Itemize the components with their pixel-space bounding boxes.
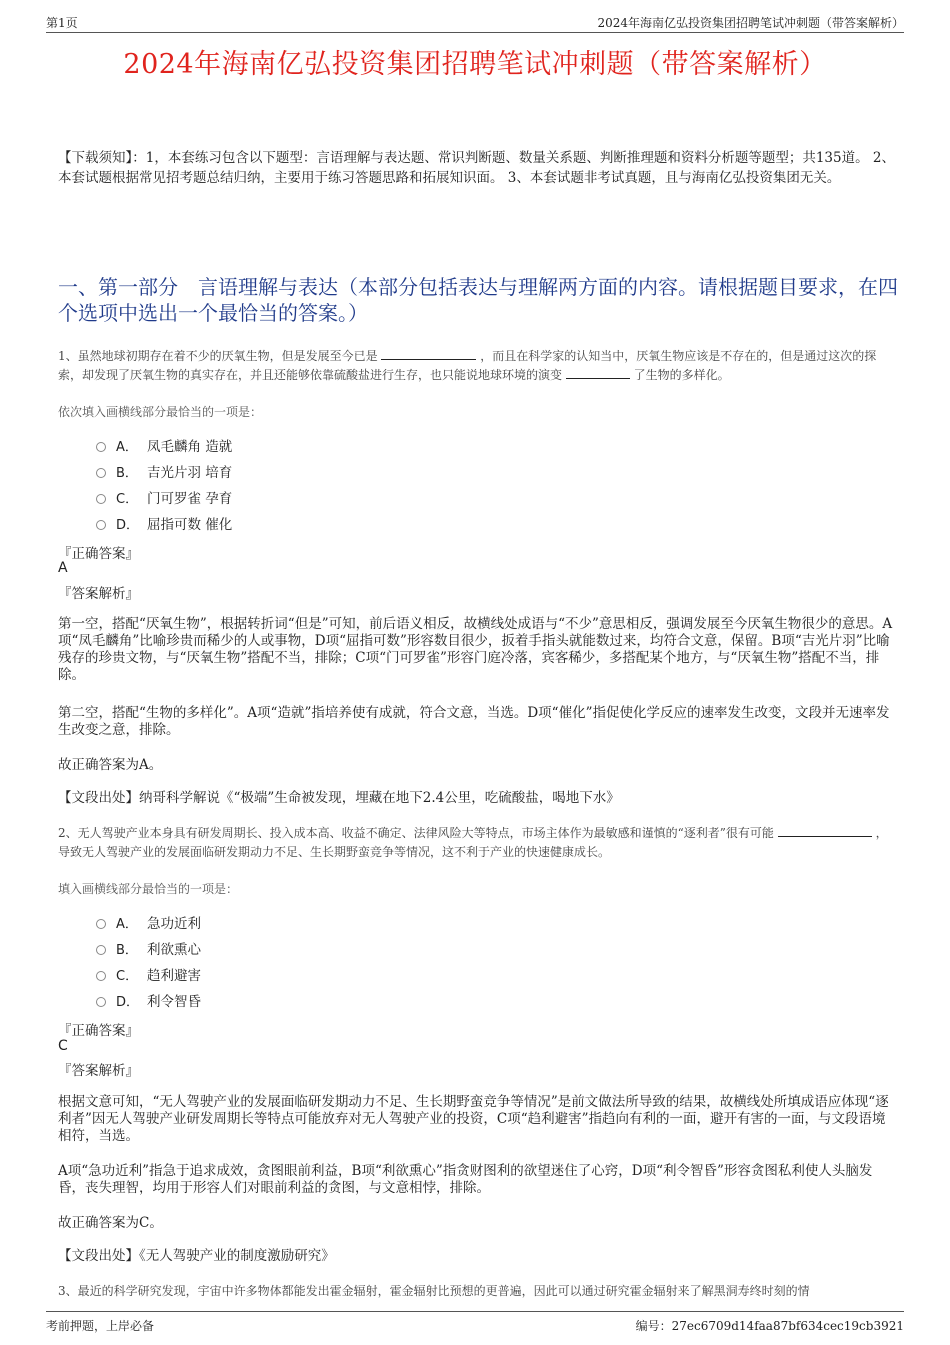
page-number: 第1页 xyxy=(46,16,78,30)
question-2-part-2: ，导致无人驾驶产业的发展面临研发期动力不足、生长期野蛮竞争等情况，这不利于产业的快速健康成长。 xyxy=(58,826,888,859)
analysis-paragraph: 根据文意可知，“无人驾驶产业的发展面临研发期动力不足、生长期野蛮竞争等情况”是前文做法所导致的结果，故横线处所填成语应体现“逐利者”因无人驾驶产业研发周期长等特点可能放弃对无人驾驶产业的投资，C项“趋利避害”指趋向有利的一面，避开有害的一面，与文段语境相符，当选。 xyxy=(58,1094,889,1144)
option-c[interactable] xyxy=(96,961,201,987)
correct-answer: A xyxy=(58,560,68,576)
source-citation: 【文段出处】纳哥科学解说《“极端”生命被发现，埋藏在地下2.4公里，吃硫酸盐，喝地下水》 xyxy=(58,790,620,806)
radio-icon[interactable] xyxy=(96,442,106,452)
option-c[interactable] xyxy=(96,484,232,510)
document-id: 编号：27ec6709d14faa87bf634cec19cb3921 xyxy=(635,1319,904,1333)
radio-icon[interactable] xyxy=(96,997,106,1007)
blank-2 xyxy=(566,378,630,379)
option-text: 屈指可数 催化 xyxy=(147,517,233,533)
blank-1 xyxy=(381,359,476,360)
question-2-text xyxy=(58,824,898,862)
page-footer xyxy=(46,1311,904,1336)
question-2-part-1: 2、无人驾驶产业本身具有研发周期长、投入成本高、收益不确定、法律风险大等特点，市场主体作为最敏感和谨慎的“逐利者”很有可能 xyxy=(58,826,774,840)
analysis-conclusion: 故正确答案为A。 xyxy=(58,757,163,773)
analysis-conclusion: 故正确答案为C。 xyxy=(58,1215,163,1231)
option-b[interactable] xyxy=(96,458,232,484)
question-1-text xyxy=(58,347,898,385)
option-letter: B． xyxy=(116,942,138,958)
radio-icon[interactable] xyxy=(96,520,106,530)
source-citation: 【文段出处】《无人驾驶产业的制度激励研究》 xyxy=(58,1248,335,1264)
question-2-options xyxy=(96,909,201,1013)
question-1-part-2: ，而且在科学家的认知当中，厌氧生物应该是不存在的，但是通过这次的探索，却发现了厌氧生物的真实存在，并且还能够依靠硫酸盐进行生存，也只能说地球环境的演变 xyxy=(58,349,877,382)
option-a[interactable] xyxy=(96,909,201,935)
question-1-part-1: 1、虽然地球初期存在着不少的厌氧生物，但是发展至今已是 xyxy=(58,349,378,363)
analysis-label: 『答案解析』 xyxy=(58,586,139,602)
blank-1 xyxy=(778,836,872,837)
option-letter: A． xyxy=(116,439,138,455)
question-1-options xyxy=(96,432,232,536)
answer-label: 『正确答案』 xyxy=(58,546,139,562)
header-doc-title: 2024年海南亿弘投资集团招聘笔试冲刺题（带答案解析） xyxy=(597,16,904,30)
option-a[interactable] xyxy=(96,432,232,458)
option-text: 利令智昏 xyxy=(147,994,201,1010)
option-d[interactable] xyxy=(96,510,232,536)
option-text: 凤毛麟角 造就 xyxy=(147,439,233,455)
page-title: 2024年海南亿弘投资集团招聘笔试冲刺题（带答案解析） xyxy=(123,49,827,80)
option-letter: C． xyxy=(116,491,139,507)
option-letter: A． xyxy=(116,916,138,932)
option-letter: D． xyxy=(116,994,140,1010)
correct-answer: C xyxy=(58,1038,68,1054)
option-letter: D． xyxy=(116,517,140,533)
option-text: 趋利避害 xyxy=(147,968,201,984)
analysis-paragraph: 第一空，搭配“厌氧生物”，根据转折词“但是”可知，前后语义相反，故横线处成语与“不少”意思相反，强调发展至今厌氧生物很少的意思。A项“凤毛麟角”比喻珍贵而稀少的人或事物，D项“屈指可数”形容数目很少，扳着手指头就能数过来，均符合文意，保留。B项“吉光片羽”比喻残存的珍贵文物，与“厌氧生物”搭配不当，排除；C项“门可罗雀”形容门庭冷落，宾客稀少，多搭配某个地方，与“厌氧生物”搭配不当，排除。 xyxy=(58,616,893,683)
radio-icon[interactable] xyxy=(96,945,106,955)
page-header xyxy=(46,12,904,33)
question-1-prompt: 依次填入画横线部分最恰当的一项是： xyxy=(58,405,263,419)
option-b[interactable] xyxy=(96,935,201,961)
option-text: 门可罗雀 孕育 xyxy=(147,491,233,507)
question-2-prompt: 填入画横线部分最恰当的一项是： xyxy=(58,882,239,896)
analysis-paragraph: A项“急功近利”指急于追求成效，贪图眼前利益，B项“利欲熏心”指贪财图利的欲望迷住了心窍，D项“利令智昏”形容贪图私利使人头脑发昏，丧失理智，均用于形容人们对眼前利益的贪图，与文意相悖，排除。 xyxy=(58,1163,873,1196)
download-notice: 【下载须知】：1，本套练习包含以下题型：言语理解与表达题、常识判断题、数量关系题、判断推理题和资料分析题等题型；共135道。 2、本套试题根据常见招考题总结归纳，主要用于练习答题思路和拓展知识面。 3、本套试题非考试真题，且与海南亿弘投资集团无关。 xyxy=(58,150,895,186)
option-letter: C． xyxy=(116,968,139,984)
footer-slogan: 考前押题，上岸必备 xyxy=(46,1319,155,1333)
answer-label: 『正确答案』 xyxy=(58,1023,139,1039)
option-text: 利欲熏心 xyxy=(147,942,201,958)
section-heading: 一、第一部分 言语理解与表达（本部分包括表达与理解两方面的内容。请根据题目要求，在四个选项中选出一个最恰当的答案。） xyxy=(58,275,898,325)
question-3-text: 3、最近的科学研究发现，宇宙中许多物体都能发出霍金辐射，霍金辐射比预想的更普遍，因此可以通过研究霍金辐射来了解黑洞寿终时刻的情 xyxy=(58,1284,810,1298)
option-letter: B． xyxy=(116,465,138,481)
option-text: 吉光片羽 培育 xyxy=(147,465,233,481)
radio-icon[interactable] xyxy=(96,494,106,504)
option-text: 急功近利 xyxy=(147,916,201,932)
radio-icon[interactable] xyxy=(96,971,106,981)
radio-icon[interactable] xyxy=(96,919,106,929)
option-d[interactable] xyxy=(96,987,201,1013)
question-1-part-3: 了生物的多样化。 xyxy=(633,368,730,382)
analysis-label: 『答案解析』 xyxy=(58,1063,139,1079)
radio-icon[interactable] xyxy=(96,468,106,478)
analysis-paragraph: 第二空，搭配“生物的多样化”。A项“造就”指培养使有成就，符合文意，当选。D项“催化”指促使化学反应的速率发生改变，文段并无速率发生改变之意，排除。 xyxy=(58,705,890,738)
